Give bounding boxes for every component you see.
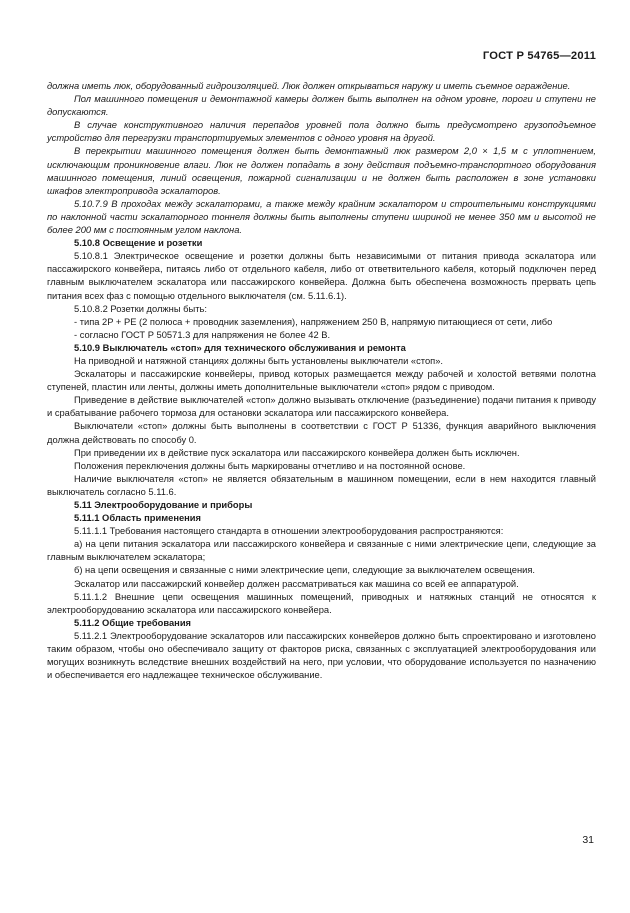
paragraph: Эскалаторы и пассажирские конвейеры, привод которых размещается между рабочей и холостой ветвями полотна ступеней, пластин или ленты, должны иметь дополнительные выключатели «стоп» рядом с приводом. bbox=[47, 369, 596, 393]
paragraph: 5.10.7.9 В проходах между эскалаторами, а также между крайним эскалатором и строительными конструкциями по наклонной части эскалаторного тоннеля должны быть выполнены ступени шириной не менее 350 мм и высотой не более 200 мм с постоянным углом наклона. bbox=[47, 198, 596, 236]
paragraph: Эскалатор или пассажирский конвейер должен рассматриваться как машина со всей ее аппаратурой. bbox=[74, 578, 519, 589]
paragraph: При приведении их в действие пуск эскалатора или пассажирского конвейера должен быть исключен. bbox=[74, 447, 520, 458]
paragraph: Выключатели «стоп» должны быть выполнены в соответствии с ГОСТ Р 51336, функция аварийного выключения должна действовать по способу 0. bbox=[47, 421, 596, 445]
paragraph: В случае конструктивного наличия перепадов уровней пола должно быть предусмотрено грузоподъемное устройство для перегрузки транспортируемых элементов с одного уровня на другой. bbox=[47, 120, 596, 144]
paragraph: должна иметь люк, оборудованный гидроизоляцией. Люк должен открываться наружу и иметь съемное ограждение. bbox=[47, 81, 571, 91]
paragraph: - типа 2P + PE (2 полюса + проводник заземления), напряжением 250 В, напрямую питающиеся от сети, либо bbox=[74, 316, 553, 327]
page-number: 31 bbox=[582, 834, 594, 846]
paragraph: 5.10.8.2 Розетки должны быть: bbox=[74, 303, 207, 314]
paragraph: а) на цепи питания эскалатора или пассажирского конвейера и связанные с ними электрические цепи, следующие за главным выключателем эскалатора; bbox=[47, 539, 596, 563]
section-heading: 5.10.8 Освещение и розетки bbox=[74, 238, 203, 249]
paragraph: В перекрытии машинного помещения должен быть демонтажный люк размером 2,0 × 1,5 м с уплотнением, исключающим проникновение влаги. Люк не должен попадать в зону действия подъемно-транспортного оборудования машинного помещения, линий освещения, пожарной сигнализации и не должен быть расположен в зоне установки шкафов электропривода эскалаторов. bbox=[47, 146, 596, 196]
section-heading: 5.11.1 Область применения bbox=[74, 513, 201, 524]
paragraph: - согласно ГОСТ Р 50571.3 для напряжения не более 42 В. bbox=[74, 329, 331, 340]
paragraph: На приводной и натяжной станциях должны быть установлены выключатели «стоп». bbox=[74, 355, 443, 366]
document-body bbox=[47, 80, 596, 682]
paragraph: 5.11.2.1 Электрооборудование эскалаторов или пассажирских конвейеров должно быть спроектировано и изготовлено таким образом, чтобы оно обеспечивало защиту от факторов риска, связанных с эксплуатацией электрооборудования или могущих возникнуть вследствие внешних воздействий на него, при условии, что оборудование используется по назначению и обеспечивается его надлежащее техническое обслуживание. bbox=[47, 630, 596, 681]
paragraph: Положения переключения должны быть маркированы отчетливо и на постоянной основе. bbox=[74, 460, 466, 471]
standard-header: ГОСТ Р 54765—2011 bbox=[482, 50, 596, 62]
paragraph: 5.11.1.2 Внешние цепи освещения машинных помещений, приводных и натяжных станций не относятся к электрооборудованию эскалатора или пассажирского конвейера. bbox=[47, 591, 596, 615]
paragraph: 5.10.8.1 Электрическое освещение и розетки должны быть независимыми от питания привода эскалатора или пассажирского конвейера, питаясь либо от отдельного кабеля, либо от ответвительного кабеля, который подключен перед главным выключателем эскалатора или пассажирского конвейера. Должна быть обеспечена возможность прервать цепь питания всех фаз с помощью отдельного выключателя (см. 5.11.6.1). bbox=[47, 251, 596, 301]
section-heading: 5.11 Электрооборудование и приборы bbox=[74, 500, 253, 510]
section-heading: 5.11.2 Общие требования bbox=[74, 617, 192, 628]
paragraph: Пол машинного помещения и демонтажной камеры должен быть выполнен на одном уровне, пороги и ступени не допускаются. bbox=[47, 94, 596, 118]
paragraph: Приведение в действие выключателей «стоп» должно вызывать отключение (разъединение) подачи питания к приводу и срабатывание рабочего тормоза для остановки эскалатора или пассажирского конвейера. bbox=[47, 395, 596, 419]
paragraph: 5.11.1.1 Требования настоящего стандарта в отношении электрооборудования распространяются: bbox=[74, 526, 504, 537]
paragraph: б) на цепи освещения и связанные с ними электрические цепи, следующие за выключателем освещения. bbox=[74, 565, 535, 576]
section-heading: 5.10.9 Выключатель «стоп» для технического обслуживания и ремонта bbox=[74, 342, 406, 353]
paragraph: Наличие выключателя «стоп» не является обязательным в машинном помещении, если в нем находится главный выключатель согласно 5.11.6. bbox=[47, 473, 596, 497]
